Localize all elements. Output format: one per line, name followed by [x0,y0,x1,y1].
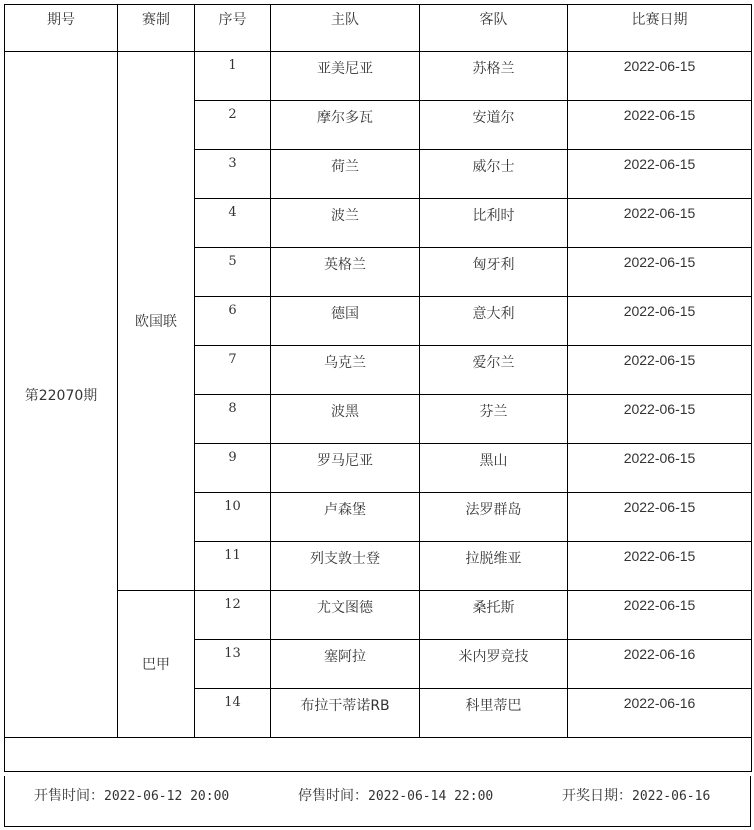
match-date: 2022-06-15 [568,346,752,395]
match-schedule-table [4,4,752,772]
home-team: 乌克兰 [271,346,420,395]
match-seq: 1 [195,52,271,101]
competition-name: 欧国联 [118,52,195,591]
match-date: 2022-06-15 [568,150,752,199]
match-seq: 13 [195,640,271,689]
away-team: 黑山 [420,444,568,493]
away-team: 比利时 [420,199,568,248]
match-seq: 11 [195,542,271,591]
match-seq: 8 [195,395,271,444]
away-team: 芬兰 [420,395,568,444]
header-issue: 期号 [5,5,118,52]
match-date: 2022-06-15 [568,591,752,640]
match-date: 2022-06-15 [568,297,752,346]
match-date: 2022-06-15 [568,493,752,542]
home-team: 罗马尼亚 [271,444,420,493]
draw-date-label: 开奖日期： [562,788,632,804]
match-row [5,591,752,640]
home-team: 摩尔多瓦 [271,101,420,150]
match-seq: 4 [195,199,271,248]
home-team: 尤文图德 [271,591,420,640]
match-date: 2022-06-15 [568,199,752,248]
header-date: 比赛日期 [568,5,752,52]
home-team: 亚美尼亚 [271,52,420,101]
match-date: 2022-06-15 [568,395,752,444]
match-seq: 5 [195,248,271,297]
away-team: 安道尔 [420,101,568,150]
header-seq: 序号 [195,5,271,52]
match-date: 2022-06-15 [568,542,752,591]
match-date: 2022-06-16 [568,689,752,738]
blank-cell [5,738,752,772]
sale-start-info [34,785,229,805]
sale-stop-label: 停售时间： [298,788,368,804]
away-team: 爱尔兰 [420,346,568,395]
home-team: 波黑 [271,395,420,444]
home-team: 波兰 [271,199,420,248]
away-team: 科里蒂巴 [420,689,568,738]
match-date: 2022-06-15 [568,444,752,493]
match-seq: 12 [195,591,271,640]
sale-info-footer [4,776,751,827]
home-team: 英格兰 [271,248,420,297]
home-team: 卢森堡 [271,493,420,542]
match-date: 2022-06-16 [568,640,752,689]
header-home: 主队 [271,5,420,52]
match-seq: 7 [195,346,271,395]
match-seq: 9 [195,444,271,493]
away-team: 桑托斯 [420,591,568,640]
home-team: 列支敦士登 [271,542,420,591]
home-team: 德国 [271,297,420,346]
away-team: 威尔士 [420,150,568,199]
away-team: 法罗群岛 [420,493,568,542]
away-team: 米内罗竞技 [420,640,568,689]
home-team: 塞阿拉 [271,640,420,689]
header-format: 赛制 [118,5,195,52]
match-date: 2022-06-15 [568,52,752,101]
match-seq: 2 [195,101,271,150]
issue-number: 第22070期 [5,52,118,738]
sale-start-label: 开售时间： [34,788,104,804]
blank-row [5,738,752,772]
match-seq: 14 [195,689,271,738]
sale-stop-value: 2022-06-14 22:00 [368,789,494,804]
match-date: 2022-06-15 [568,248,752,297]
home-team: 布拉干蒂诺RB [271,689,420,738]
sale-stop-info [298,785,493,805]
match-seq: 3 [195,150,271,199]
header-row [5,5,752,52]
away-team: 意大利 [420,297,568,346]
match-seq: 6 [195,297,271,346]
away-team: 苏格兰 [420,52,568,101]
sale-start-value: 2022-06-12 20:00 [104,789,230,804]
competition-name: 巴甲 [118,591,195,738]
match-seq: 10 [195,493,271,542]
header-away: 客队 [420,5,568,52]
draw-date-info [562,785,710,805]
away-team: 匈牙利 [420,248,568,297]
draw-date-value: 2022-06-16 [632,789,711,804]
away-team: 拉脱维亚 [420,542,568,591]
match-row [5,52,752,101]
match-date: 2022-06-15 [568,101,752,150]
home-team: 荷兰 [271,150,420,199]
